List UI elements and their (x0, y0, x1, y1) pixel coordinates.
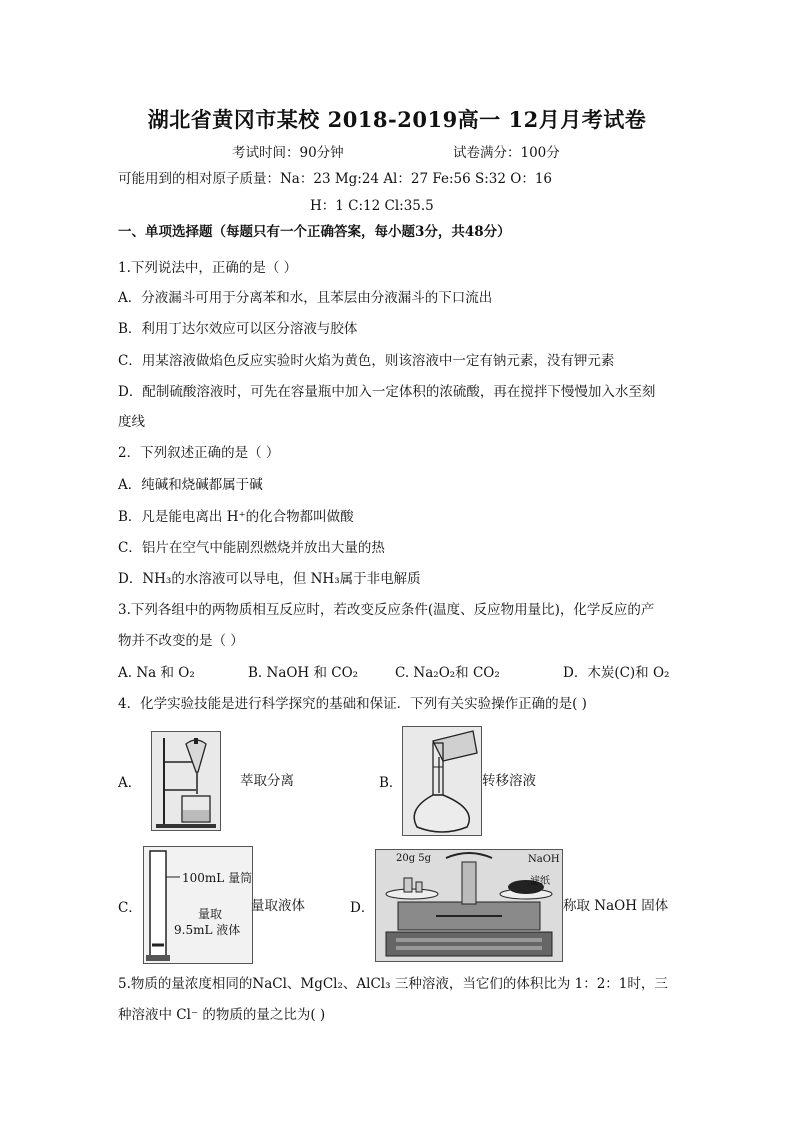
exam-score: 试卷满分：100分 (453, 145, 560, 161)
q4-option-a-label: 萃取分离 (240, 773, 294, 789)
q2-option-a: A．纯碱和烧碱都属于碱 (118, 477, 263, 493)
q3-option-a: A. Na 和 O₂ (118, 665, 195, 681)
q1-option-b: B．利用丁达尔效应可以区分溶液与胶体 (118, 321, 358, 337)
filter-paper-label: 滤纸 (530, 876, 550, 887)
atomic-masses-line2: H：1 C:12 Cl:35.5 (310, 198, 434, 214)
cylinder-measure-label: 量取 (198, 907, 223, 921)
volumetric-flask-icon (403, 727, 481, 835)
q3-option-c: C. Na₂O₂和 CO₂ (395, 665, 500, 681)
exam-time: 考试时间：90分钟 (232, 145, 344, 161)
q1-option-d-line2: 度线 (118, 414, 145, 430)
measuring-cylinder-figure (143, 846, 253, 964)
q3-option-d: D．木炭(C)和 O₂ (563, 665, 670, 681)
cylinder-capacity-label: 100mL 量筒 (182, 871, 253, 885)
q1-option-a: A．分液漏斗可用于分离苯和水，且苯层由分液漏斗的下口流出 (118, 290, 493, 306)
q1-option-c: C．用某溶液做焰色反应实验时火焰为黄色，则该溶液中一定有钠元素，没有钾元素 (118, 353, 615, 369)
q4-option-b-label: 转移溶液 (482, 773, 536, 789)
atomic-masses-line1: 可能用到的相对原子质量：Na：23 Mg:24 Al：27 Fe:56 S:32 O：16 (118, 171, 552, 187)
q1-stem: 1.下列说法中，正确的是（ ） (118, 260, 298, 276)
q3-stem-line2: 物并不改变的是（ ） (118, 633, 244, 649)
naoh-label: NaOH (528, 854, 560, 865)
q2-option-b: B．凡是能电离出 H⁺的化合物都叫做酸 (118, 509, 354, 525)
q3-option-b: B. NaOH 和 CO₂ (248, 665, 359, 681)
q1-option-d-line1: D．配制硫酸溶液时，可先在容量瓶中加入一定体积的浓硫酸，再在搅拌下慢慢加入水至刻 (118, 384, 656, 400)
q4-stem: 4．化学实验技能是进行科学探究的基础和保证．下列有关实验操作正确的是( ) (118, 696, 587, 712)
cylinder-volume-label: 9.5mL 液体 (174, 923, 241, 937)
balance-figure (375, 849, 563, 962)
exam-title: 湖北省黄冈市某校 2018-2019高一 12月月考试卷 (147, 107, 647, 132)
q3-stem-line1: 3.下列各组中的两物质相互反应时，若改变反应条件(温度、反应物用量比)，化学反应的产 (118, 602, 655, 618)
separatory-funnel-icon (152, 732, 220, 830)
q4-option-c-letter: C． (118, 900, 142, 916)
balance-scale-icon (376, 850, 562, 961)
q4-option-d-letter: D． (350, 900, 375, 916)
q4-option-a-letter: A． (118, 775, 142, 791)
q2-option-d: D．NH₃的水溶液可以导电，但 NH₃属于非电解质 (118, 571, 421, 587)
q5-stem-line2: 种溶液中 Cl⁻ 的物质的量之比为( ) (118, 1007, 326, 1023)
section-heading: 一、单项选择题（每题只有一个正确答案，每小题3分，共48分） (118, 224, 511, 240)
q5-stem-line1: 5.物质的量浓度相同的NaCl、MgCl₂、AlCl₃ 三种溶液，当它们的体积比为 1：2：1时，三 (118, 976, 668, 992)
weights-label: 20g 5g (396, 853, 432, 864)
volumetric-flask-figure (402, 726, 482, 836)
separatory-funnel-figure (151, 731, 221, 831)
q2-stem: 2．下列叙述正确的是（ ） (118, 445, 280, 461)
q2-option-c: C．铝片在空气中能剧烈燃烧并放出大量的热 (118, 540, 385, 556)
q4-option-d-label: 称取 NaOH 固体 (563, 898, 669, 914)
q4-option-b-letter: B． (379, 775, 403, 791)
q4-option-c-label: 量取液体 (251, 898, 305, 914)
